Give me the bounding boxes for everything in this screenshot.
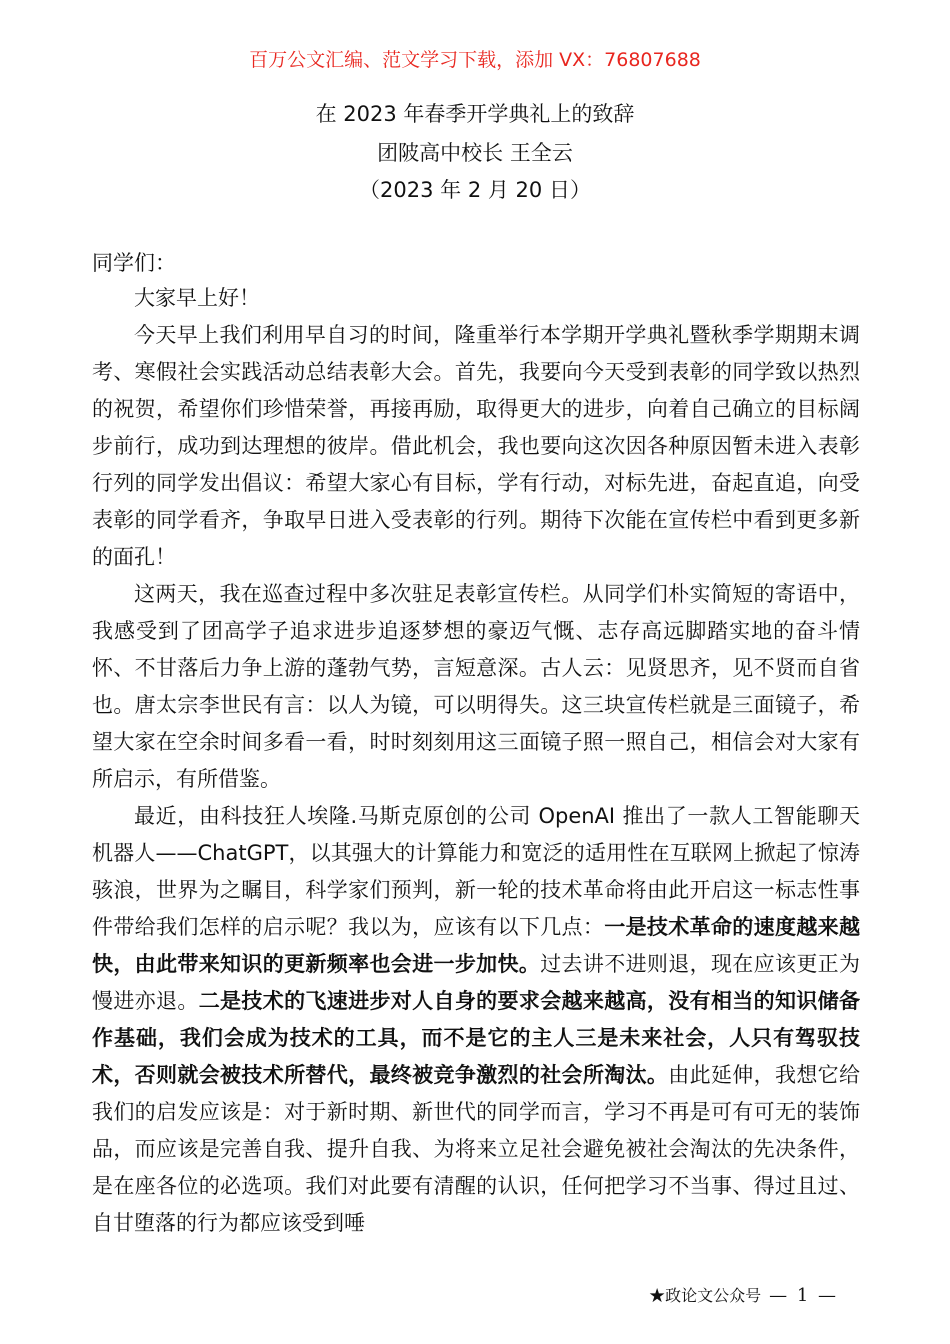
point-one: 一是技术革命的速度越来越快，由此带来知识的更新频率也会进一步加快。 [92,915,861,976]
footer-source: ★政论文公众号 [649,1286,762,1305]
paragraph-bulletin-board: 这两天，我在巡查过程中多次驻足表彰宣传栏。从同学们朴实简短的寄语中，我感受到了团高学子追求进步追逐梦想的豪迈气慨、志存高远脚踏实地的奋斗情怀、不甘落后力争上游的蓬勃气势，言短意深。古人云：见贤思齐，见不贤而自省也。唐太宗李世民有言：以人为镜，可以明得失。这三块宣传栏就是三面镜子，希望大家在空余时间多看一看，时时刻刻用这三面镜子照一照自己，相信会对大家有所启示，有所借鉴。 [92,582,860,791]
chatgpt-intro: 最近，由科技狂人埃隆.马斯克原创的公司 OpenAI 推出了一款人工智能聊天机器人——ChatGPT，以其强大的计算能力和宽泛的适用性在互联网上掀起了惊涛骇浪，世界为之瞩目，科学家们预判，新一轮的技术革命将由此开启这一标志性事件带给我们怎样的启示呢？我以为，应该有以下几点： [92,804,860,939]
salutation: 同学们： [92,251,176,275]
paragraph-ceremony: 今天早上我们利用早自习的时间，隆重举行本学期开学典礼暨秋季学期期末调考、寒假社会实践活动总结表彰大会。首先，我要向今天受到表彰的同学致以热烈的祝贺，希望你们珍惜荣誉，再接再励，取得更大的进步，向着自己确立的目标阔步前行，成功到达理想的彼岸。借此机会，我也要向这次因各种原因暂未进入表彰行列的同学发出倡议：希望大家心有目标，学有行动，对标先进，奋起直追，向受表彰的同学看齐，争取早日进入受表彰的行列。期待下次能在宣传栏中看到更多新的面孔！ [92,323,860,569]
page-number: — 1 — [769,1285,838,1306]
chatgpt-conclusion: 由此延伸，我想它给我们的启发应该是：对于新时期、新世代的同学而言，学习不再是可有可无的装饰品，而应该是完善自我、提升自我、为将来立足社会避免被社会淘汰的先决条件，是在座各位的必选项。我们对此要有清醒的认识，任何把学习不当事、得过且过、自甘堕落的行为都应该受到唾 [92,1063,861,1235]
point-one-note: 过去讲不进则退，现在应该更正为慢进亦退。 [92,952,861,1013]
watermark-banner: 百万公文汇编、范文学习下载，添加 VX：76807688 [249,49,701,71]
point-two-three: 二是技术的飞速进步对人自身的要求会越来越高，没有相当的知识储备作基础，我们会成为技术的工具，而不是它的主人三是未来社会，人只有驾驭技术，否则就会被技术所替代，最终被竞争激烈的社会所淘汰。 [92,989,861,1087]
speech-author: 团陂高中校长 王全云 [377,141,573,165]
speech-body [92,280,860,1242]
speech-title: 在 2023 年春季开学典礼上的致辞 [315,102,635,126]
paragraph-chatgpt [92,798,860,1242]
paragraph-greeting: 大家早上好！ [134,286,260,310]
speech-date: （2023 年 2 月 20 日） [359,178,591,202]
page-footer [649,1283,838,1306]
